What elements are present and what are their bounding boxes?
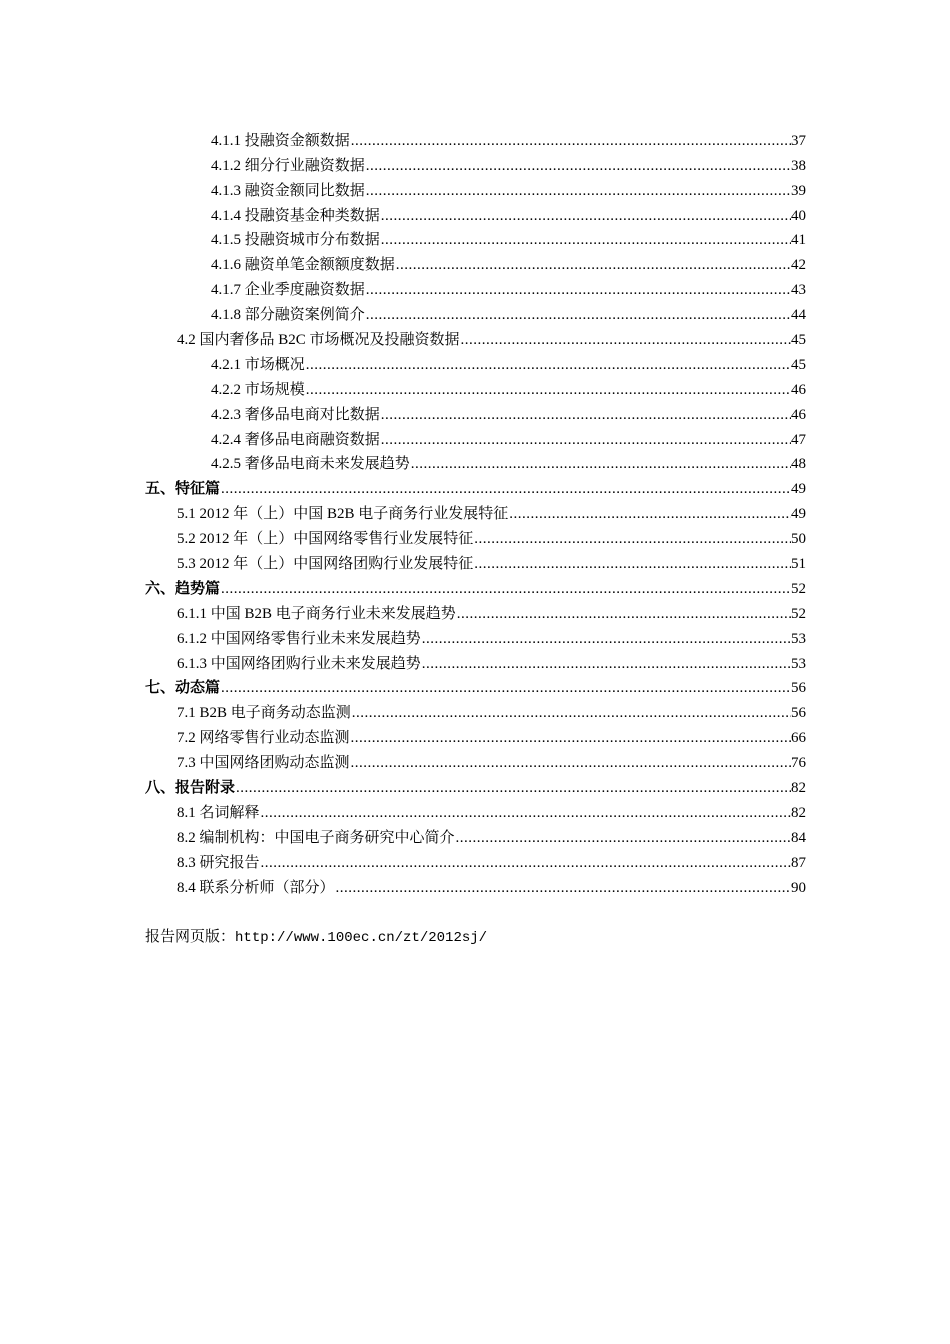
toc-entry[interactable] [145,299,806,324]
toc-entry[interactable] [145,822,806,847]
toc-dot-leader [381,431,791,449]
toc-entry-page-number: 38 [791,157,806,174]
toc-entry[interactable] [145,623,806,648]
toc-entry[interactable] [145,249,806,274]
toc-entry-title: 八、报告附录 [145,780,236,797]
toc-dot-leader [306,356,791,374]
toc-dot-leader [366,281,791,299]
toc-entry-page-number: 41 [791,232,806,249]
toc-dot-leader [381,406,791,424]
toc-entry[interactable] [145,399,806,424]
table-of-contents [145,125,806,897]
toc-entry-title: 4.2 国内奢侈品 B2C 市场概况及投融资数据 [177,332,460,349]
report-web-link [145,925,487,946]
toc-dot-leader [457,605,791,623]
toc-entry-page-number: 76 [791,755,806,772]
toc-entry-page-number: 66 [791,730,806,747]
toc-entry[interactable] [145,697,806,722]
toc-entry-page-number: 56 [791,705,806,722]
toc-entry[interactable] [145,548,806,573]
toc-entry[interactable] [145,847,806,872]
toc-entry-title: 7.3 中国网络团购动态监测 [177,755,350,772]
toc-dot-leader [422,655,791,673]
toc-entry[interactable] [145,449,806,474]
toc-entry-page-number: 56 [791,680,806,697]
toc-entry[interactable] [145,747,806,772]
toc-entry[interactable] [145,424,806,449]
toc-entry-page-number: 53 [791,630,806,647]
toc-entry[interactable] [145,349,806,374]
toc-dot-leader [221,580,791,598]
toc-entry[interactable] [145,797,806,822]
toc-entry-page-number: 40 [791,207,806,224]
toc-dot-leader [352,704,791,722]
toc-dot-leader [366,157,791,175]
toc-entry[interactable] [145,872,806,897]
toc-dot-leader [306,381,791,399]
toc-entry[interactable] [145,573,806,598]
toc-entry[interactable] [145,324,806,349]
toc-entry[interactable] [145,498,806,523]
toc-entry-page-number: 39 [791,182,806,199]
toc-dot-leader [261,804,791,822]
toc-entry-page-number: 37 [791,132,806,149]
toc-entry-page-number: 46 [791,406,806,423]
toc-entry[interactable] [145,125,806,150]
toc-entry-title: 4.2.2 市场规模 [211,381,305,398]
toc-entry-title: 6.1.2 中国网络零售行业未来发展趋势 [177,630,421,647]
toc-entry-page-number: 52 [791,605,806,622]
toc-dot-leader [366,182,791,200]
toc-entry[interactable] [145,523,806,548]
toc-entry-title: 4.2.4 奢侈品电商融资数据 [211,431,380,448]
toc-entry-title: 4.1.5 投融资城市分布数据 [211,232,380,249]
toc-entry-title: 8.1 名词解释 [177,804,260,821]
toc-entry-title: 7.2 网络零售行业动态监测 [177,730,350,747]
toc-entry-page-number: 49 [791,506,806,523]
toc-dot-leader [351,729,791,747]
toc-entry[interactable] [145,200,806,225]
toc-entry-title: 5.3 2012 年（上）中国网络团购行业发展特征 [177,556,474,573]
toc-dot-leader [396,256,791,274]
toc-entry-title: 4.1.1 投融资金额数据 [211,132,350,149]
toc-entry-title: 6.1.1 中国 B2B 电子商务行业未来发展趋势 [177,605,456,622]
toc-entry-page-number: 45 [791,332,806,349]
report-web-url[interactable]: http://www.100ec.cn/zt/2012sj/ [235,930,488,946]
toc-entry-page-number: 51 [791,556,806,573]
toc-entry[interactable] [145,772,806,797]
toc-entry-page-number: 84 [791,829,806,846]
toc-entry-title: 8.3 研究报告 [177,854,260,871]
toc-dot-leader [474,555,791,573]
toc-entry-title: 六、趋势篇 [145,580,221,597]
toc-entry[interactable] [145,473,806,498]
toc-dot-leader [381,207,791,225]
toc-entry-page-number: 82 [791,804,806,821]
toc-entry-page-number: 48 [791,456,806,473]
toc-entry-page-number: 42 [791,257,806,274]
toc-entry-page-number: 87 [791,854,806,871]
toc-entry-page-number: 45 [791,356,806,373]
toc-entry-title: 4.1.4 投融资基金种类数据 [211,207,380,224]
toc-entry-page-number: 47 [791,431,806,448]
toc-entry-page-number: 52 [791,580,806,597]
toc-entry-title: 4.2.5 奢侈品电商未来发展趋势 [211,456,410,473]
toc-entry-title: 5.1 2012 年（上）中国 B2B 电子商务行业发展特征 [177,506,509,523]
toc-entry-page-number: 43 [791,282,806,299]
toc-entry[interactable] [145,598,806,623]
toc-dot-leader [456,829,791,847]
toc-dot-leader [261,854,791,872]
toc-dot-leader [336,879,791,897]
toc-dot-leader [381,231,791,249]
toc-entry-title: 7.1 B2B 电子商务动态监测 [177,705,351,722]
toc-entry-page-number: 46 [791,381,806,398]
toc-dot-leader [411,455,791,473]
toc-entry[interactable] [145,225,806,250]
toc-entry-title: 8.2 编制机构：中国电子商务研究中心简介 [177,829,455,846]
toc-entry[interactable] [145,648,806,673]
toc-entry-title: 4.2.1 市场概况 [211,356,305,373]
toc-dot-leader [474,530,791,548]
toc-dot-leader [221,480,791,498]
toc-dot-leader [351,754,791,772]
toc-entry-title: 8.4 联系分析师（部分） [177,879,335,896]
toc-dot-leader [351,132,791,150]
toc-entry-page-number: 50 [791,531,806,548]
toc-entry-title: 4.1.8 部分融资案例简介 [211,307,365,324]
toc-entry-page-number: 90 [791,879,806,896]
toc-entry-title: 4.2.3 奢侈品电商对比数据 [211,406,380,423]
toc-entry-page-number: 44 [791,307,806,324]
toc-entry-page-number: 82 [791,780,806,797]
toc-entry-title: 4.1.3 融资金额同比数据 [211,182,365,199]
toc-entry-title: 4.1.2 细分行业融资数据 [211,157,365,174]
toc-entry-page-number: 53 [791,655,806,672]
toc-entry-title: 4.1.7 企业季度融资数据 [211,282,365,299]
toc-entry-title: 4.1.6 融资单笔金额额度数据 [211,257,395,274]
toc-dot-leader [236,779,791,797]
toc-entry-title: 5.2 2012 年（上）中国网络零售行业发展特征 [177,531,474,548]
toc-entry[interactable] [145,274,806,299]
toc-entry-title: 6.1.3 中国网络团购行业未来发展趋势 [177,655,421,672]
toc-dot-leader [366,306,791,324]
toc-entry[interactable] [145,175,806,200]
toc-dot-leader [509,505,791,523]
toc-entry[interactable] [145,150,806,175]
toc-entry[interactable] [145,374,806,399]
toc-entry-page-number: 49 [791,481,806,498]
report-web-label: 报告网页版： [145,929,236,945]
toc-dot-leader [461,331,791,349]
toc-entry-title: 七、动态篇 [145,680,221,697]
toc-entry[interactable] [145,673,806,698]
toc-entry[interactable] [145,722,806,747]
toc-dot-leader [221,679,791,697]
toc-dot-leader [422,630,791,648]
toc-entry-title: 五、特征篇 [145,481,221,498]
